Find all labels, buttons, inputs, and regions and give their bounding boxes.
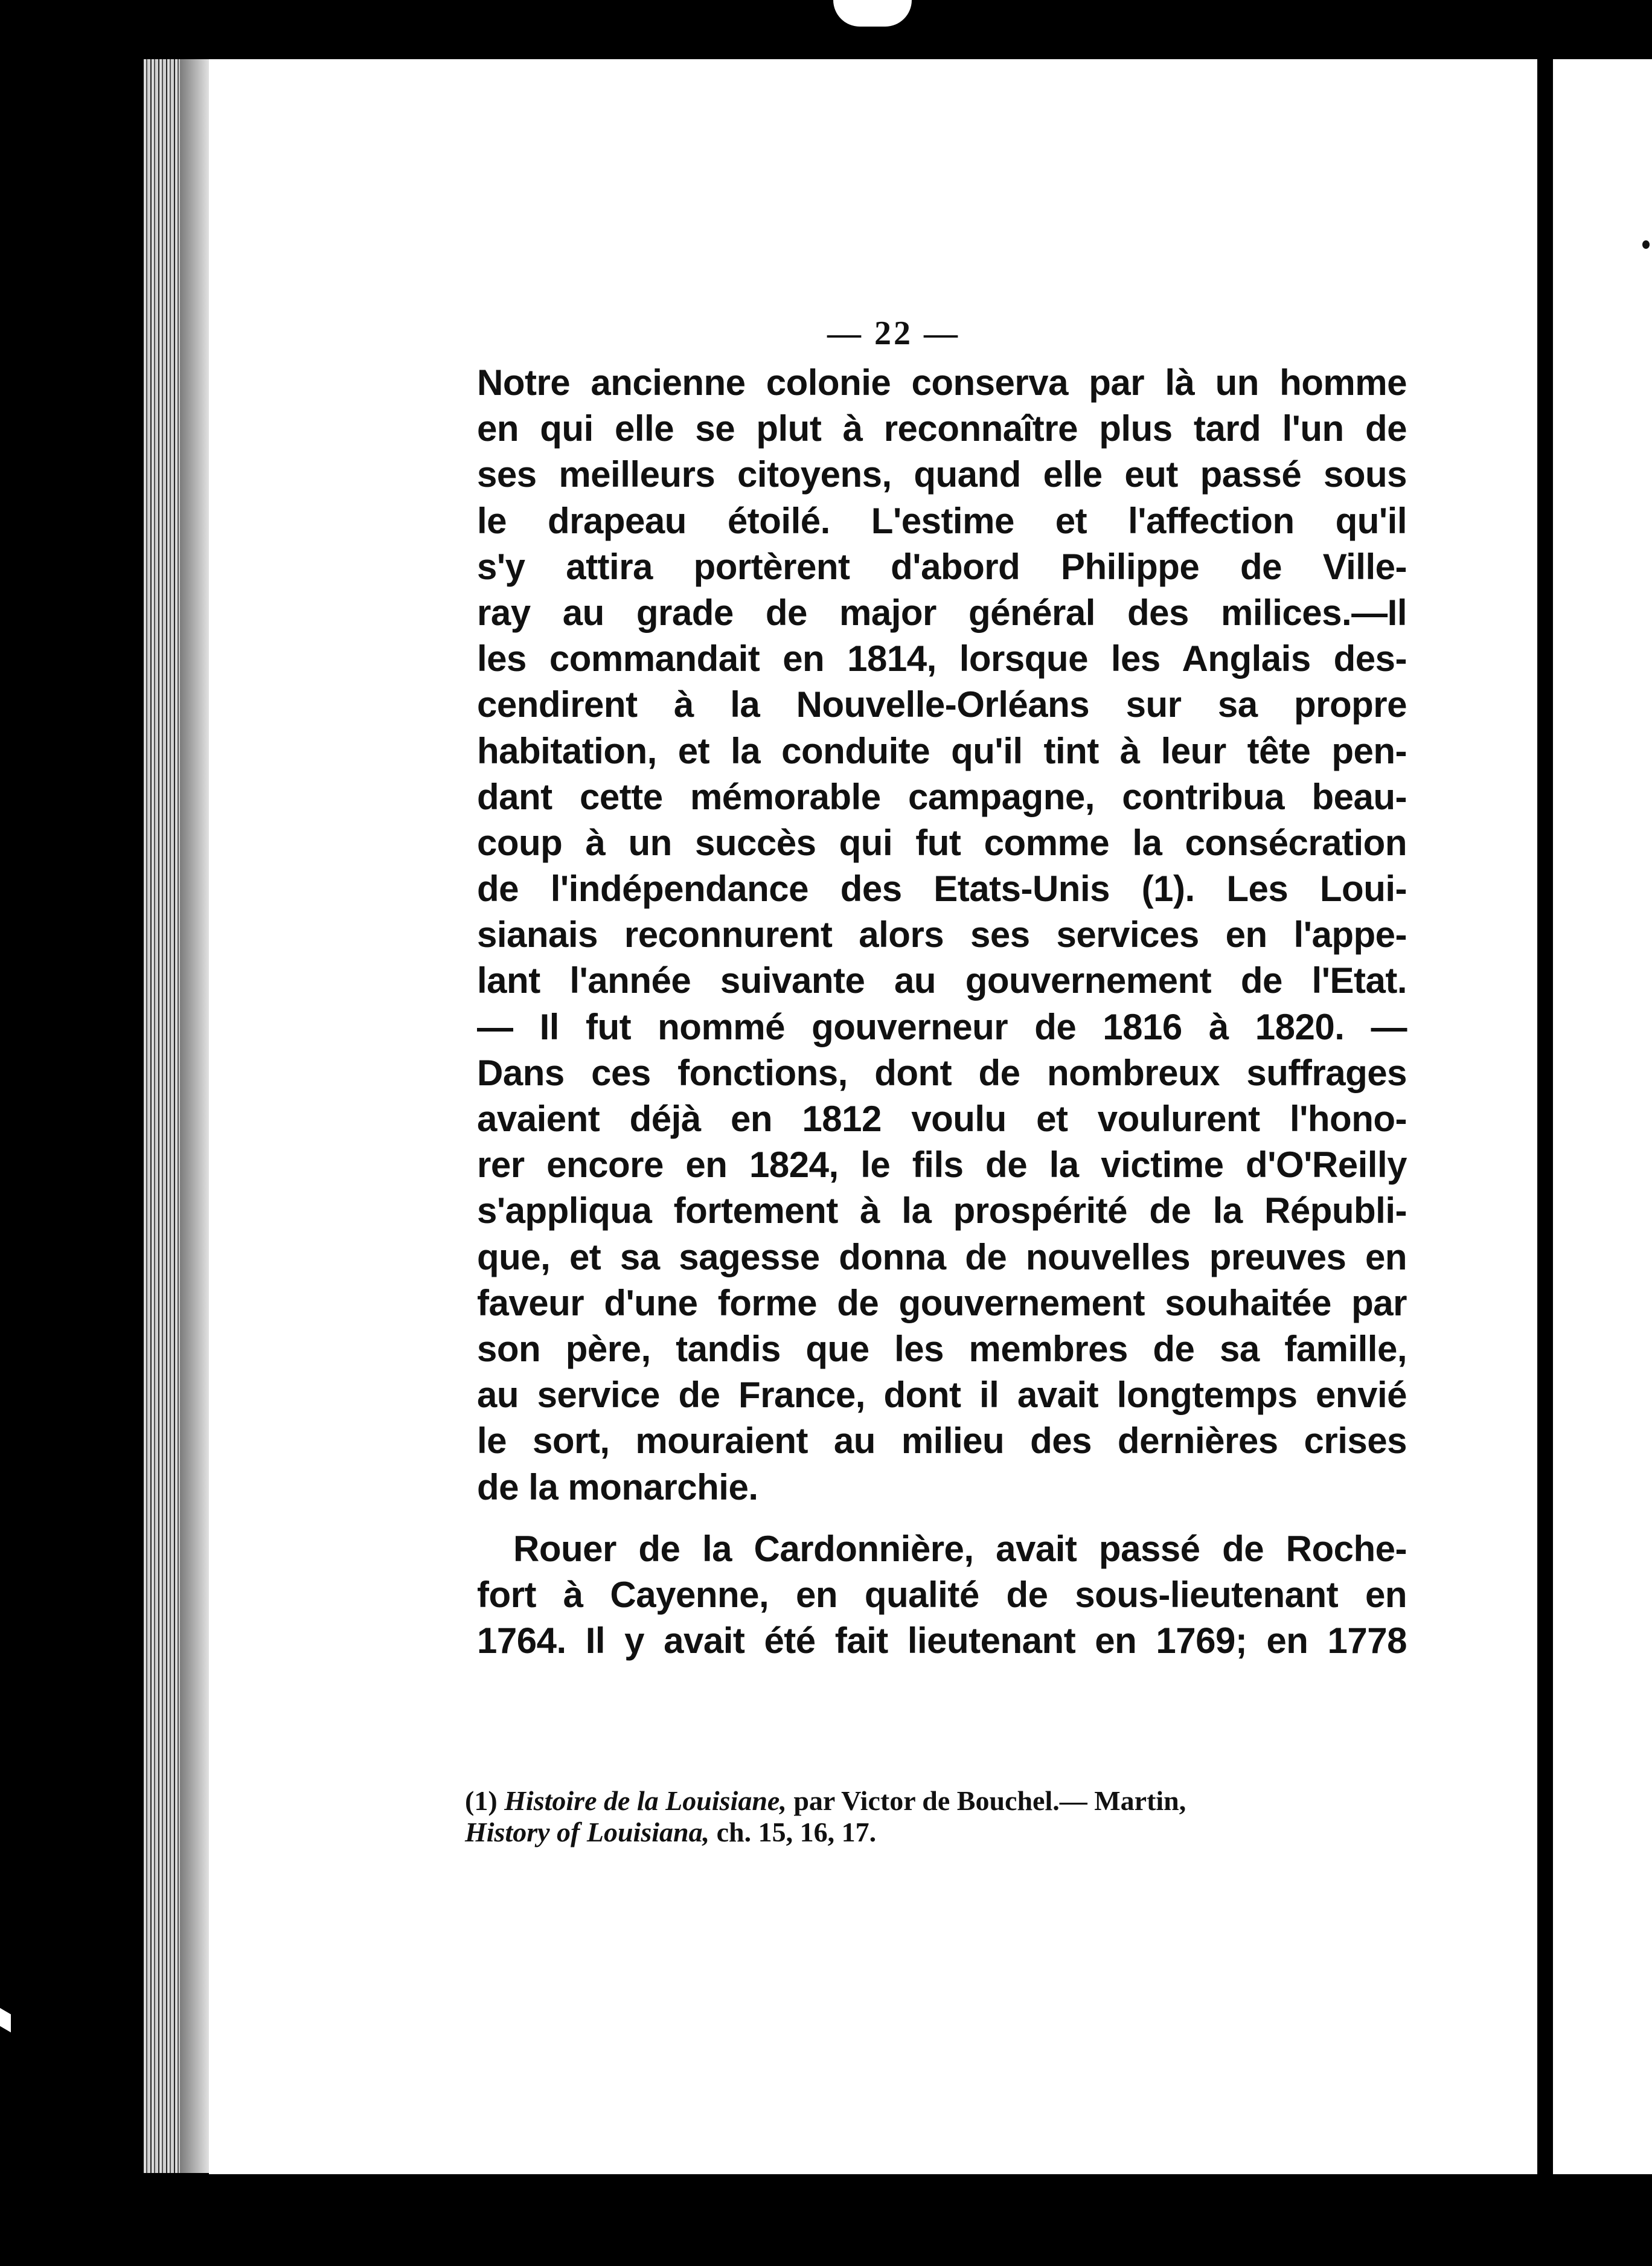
body-text <box>477 360 1407 1664</box>
text-line: s'appliqua fortement à la prospérité de la Républi- <box>477 1190 1407 1231</box>
text-line: les commandait en 1814, lorsque les Anglais des- <box>477 638 1407 679</box>
text-line: ses meilleurs citoyens, quand elle eut passé sous <box>477 454 1407 495</box>
footnote-line-1 <box>465 1785 1268 1817</box>
text-line: de l'indépendance des Etats-Unis (1). Les Loui- <box>477 868 1407 910</box>
footnote-line-2 <box>465 1817 1268 1848</box>
text-line: rer encore en 1824, le fils de la victime d'O'Reilly <box>477 1144 1407 1186</box>
text-line: Notre ancienne colonie conserva par là un homme <box>477 362 1407 403</box>
text-line: ray au grade de major général des milices.—Il <box>477 592 1407 633</box>
text-line: sianais reconnurent alors ses services en l'appe- <box>477 914 1407 955</box>
text-line: fort à Cayenne, en qualité de sous-lieutenant en <box>477 1574 1407 1615</box>
text-line: le sort, mouraient au milieu des dernières crises <box>477 1420 1407 1462</box>
scan-left-mark <box>0 2008 11 2032</box>
text-line: coup à un succès qui fut comme la consécration <box>477 822 1407 863</box>
text-line: que, et sa sagesse donna de nouvelles preuves en <box>477 1236 1407 1277</box>
paragraph-break <box>477 1510 1407 1526</box>
book-page-edges <box>144 59 210 2173</box>
footnote-text-2: ch. 15, 16, 17. <box>716 1817 877 1847</box>
scan-top-mark <box>833 0 912 27</box>
text-line: faveur d'une forme de gouvernement souhaitée par <box>477 1282 1407 1323</box>
text-line: Rouer de la Cardonnière, avait passé de Roche- <box>513 1528 1407 1569</box>
page-number: — 22 — <box>827 315 960 352</box>
text-line: habitation, et la conduite qu'il tint à leur tête pen- <box>477 730 1407 771</box>
text-line: — Il fut nommé gouverneur de 1816 à 1820. — <box>477 1006 1407 1047</box>
text-line: avaient déjà en 1812 voulu et voulurent l'hono- <box>477 1099 1407 1139</box>
text-line: le drapeau étoilé. L'estime et l'affection qu'il <box>477 500 1407 541</box>
text-line: en qui elle se plut à reconnaître plus tard l'un de <box>477 408 1407 449</box>
facing-page-mark <box>1642 240 1650 249</box>
facing-page-edge <box>1553 59 1652 2174</box>
text-line: 1764. Il y avait été fait lieutenant en 1769; en 1778 <box>477 1620 1407 1661</box>
text-line: son père, tandis que les membres de sa famille, <box>477 1328 1407 1369</box>
footnote-marker: (1) <box>465 1785 498 1816</box>
text-line: de la monarchie. <box>477 1466 758 1507</box>
text-line: au service de France, dont il avait longtemps envié <box>477 1375 1407 1416</box>
footnote <box>465 1785 1268 1848</box>
text-line: lant l'année suivante au gouvernement de l'Etat. <box>477 960 1407 1001</box>
footnote-title-2: History of Louisiana, <box>465 1817 710 1847</box>
text-line: s'y attira portèrent d'abord Philippe de Ville- <box>477 546 1407 587</box>
text-line: dant cette mémorable campagne, contribua beau- <box>477 776 1407 817</box>
text-line: Dans ces fonctions, dont de nombreux suffrages <box>477 1052 1407 1093</box>
footnote-title-1: Histoire de la Louisiane, <box>504 1785 787 1816</box>
text-line: cendirent à la Nouvelle-Orléans sur sa propre <box>477 684 1407 725</box>
footnote-text-1: par Victor de Bouchel.— Martin, <box>793 1785 1186 1816</box>
